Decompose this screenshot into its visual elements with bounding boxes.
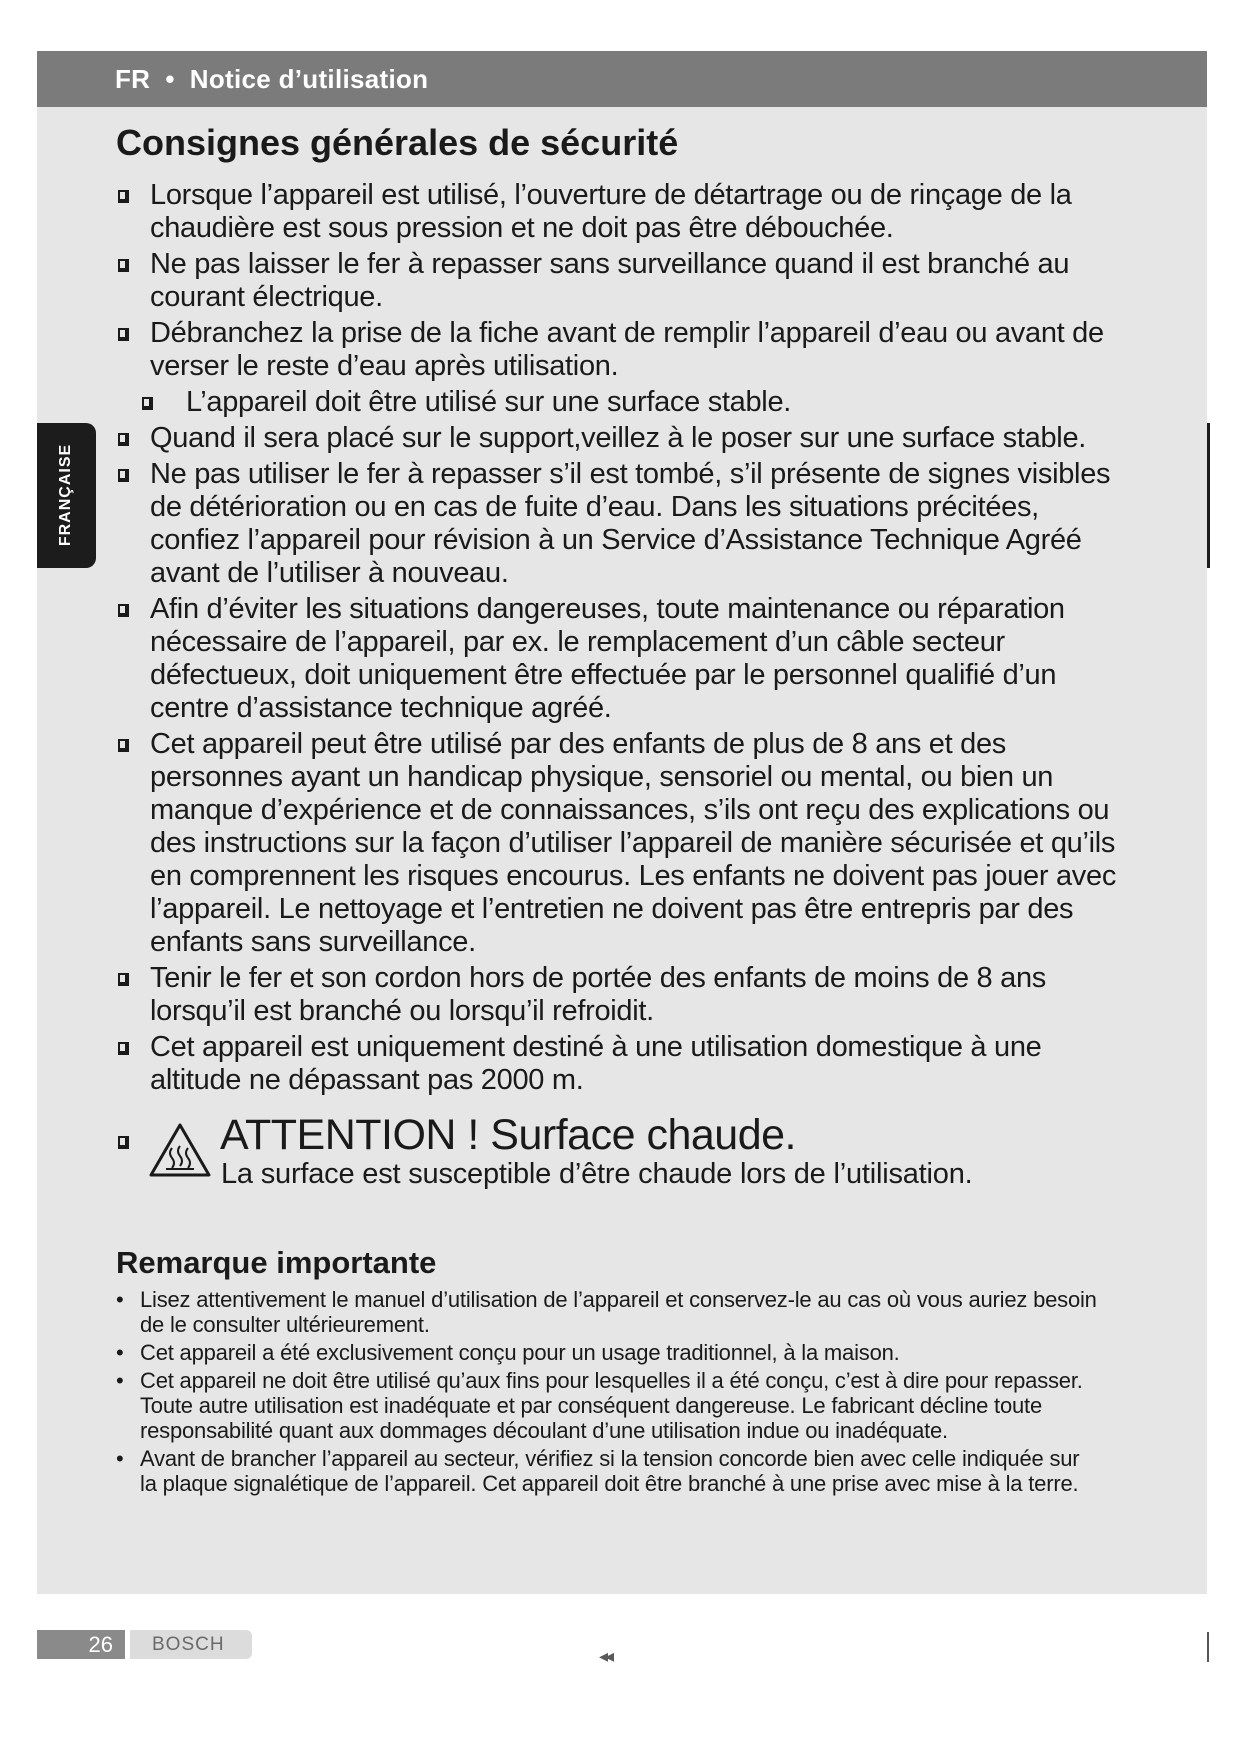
bullet-dot: • bbox=[116, 1446, 124, 1471]
remark-list bbox=[116, 1287, 1101, 1499]
checkbox-bullet-icon bbox=[118, 433, 129, 446]
list-item-text: Tenir le fer et son cordon hors de portée des enfants de moins de 8 ans lorsqu’il est branché ou lorsqu’il refroidit. bbox=[150, 962, 1046, 1027]
list-item-text: Cet appareil a été exclusivement conçu pour un usage traditionnel, à la maison. bbox=[140, 1340, 900, 1365]
hot-surface-warning-icon bbox=[148, 1122, 212, 1178]
attention-title: ATTENTION ! Surface chaude. bbox=[220, 1111, 796, 1159]
bullet-dot: • bbox=[116, 1287, 124, 1312]
bullet-dot: • bbox=[116, 1340, 124, 1365]
list-item-text: Ne pas utiliser le fer à repasser s’il est tombé, s’il présente de signes visibles de détérioration ou en cas de fuite d’eau. Dans les situations précitées, confiez l’appareil pour révision à un Service d’Assistance Technique Agréé avant de l’utiliser à nouveau. bbox=[150, 458, 1111, 589]
section-title-remark: Remarque importante bbox=[116, 1245, 437, 1280]
list-item bbox=[116, 458, 1136, 590]
list-item bbox=[116, 317, 1136, 383]
checkbox-bullet-icon bbox=[118, 1136, 129, 1149]
checkbox-bullet-icon bbox=[118, 739, 129, 752]
attention-block bbox=[116, 1110, 1116, 1190]
checkbox-bullet-icon bbox=[118, 190, 129, 203]
list-item-text: Quand il sera placé sur le support,veillez à le poser sur une surface stable. bbox=[150, 422, 1087, 454]
list-item-text: Lisez attentivement le manuel d’utilisation de l’appareil et conservez-le au cas où vous auriez besoin de le consulter ultérieurement. bbox=[140, 1287, 1097, 1337]
previous-page-arrows-icon[interactable]: ◂◂ bbox=[599, 1646, 612, 1666]
list-item bbox=[116, 1031, 1136, 1097]
right-margin-marker bbox=[1207, 423, 1210, 568]
list-item bbox=[116, 1368, 1101, 1443]
footer-right-marker bbox=[1207, 1632, 1209, 1662]
bullet-dot: • bbox=[116, 1368, 124, 1393]
list-item bbox=[116, 1287, 1101, 1337]
checkbox-bullet-icon bbox=[118, 328, 129, 341]
checkbox-bullet-icon bbox=[118, 259, 129, 272]
list-item-text: Afin d’éviter les situations dangereuses, toute maintenance ou réparation nécessaire de l’appareil, par ex. le remplacement d’un câble secteur défectueux, doit uniquement être effectuée par le personnel qualifié d’un centre d’assistance technique agréé. bbox=[150, 593, 1065, 724]
list-item bbox=[116, 1340, 1101, 1365]
header-separator: • bbox=[165, 64, 175, 94]
list-item-text: Avant de brancher l’appareil au secteur, vérifiez si la tension concorde bien avec celle indiquée sur la plaque signalétique de l’appareil. Cet appareil doit être branché à une prise avec mise à la terre. bbox=[140, 1446, 1080, 1496]
list-item-text: Ne pas laisser le fer à repasser sans surveillance quand il est branché au courant électrique. bbox=[150, 248, 1070, 313]
list-item bbox=[116, 962, 1136, 1028]
list-item bbox=[116, 1446, 1101, 1496]
safety-list bbox=[116, 179, 1136, 1100]
list-item-text: Cet appareil peut être utilisé par des enfants de plus de 8 ans et des personnes ayant un handicap physique, sensoriel ou mental, ou bien un manque d’expérience et de connaissances, s’ils ont reçu des explications ou des instructions sur la façon d’utiliser l’appareil de manière sécurisée et qu’ils en comprennent les risques encourus. Les enfants ne doivent pas jouer avec l’appareil. Le nettoyage et l’entretien ne doivent pas être entrepris par des enfants sans surveillance. bbox=[150, 728, 1117, 958]
list-item-text: Cet appareil ne doit être utilisé qu’aux fins pour lesquelles il a été conçu, c’est à dire pour repasser. Toute autre utilisation est inadéquate et par conséquent dangereuse. Le fabricant décline toute responsabilité quant aux dommages découlant d’une utilisation indue ou inadéquate. bbox=[140, 1368, 1083, 1443]
brand-label: BOSCH bbox=[130, 1630, 252, 1659]
list-item bbox=[116, 386, 1136, 419]
list-item bbox=[116, 179, 1136, 245]
list-item-text: L’appareil doit être utilisé sur une surface stable. bbox=[186, 386, 792, 418]
language-side-tab-label: FRANÇAISE bbox=[57, 443, 74, 547]
attention-text: La surface est susceptible d’être chaude lors de l’utilisation. bbox=[221, 1158, 973, 1190]
header-lang: FR bbox=[115, 64, 151, 94]
page-number: 26 bbox=[37, 1630, 125, 1659]
list-item-text: Débranchez la prise de la fiche avant de remplir l’appareil d’eau ou avant de verser le reste d’eau après utilisation. bbox=[150, 317, 1104, 382]
checkbox-bullet-icon bbox=[118, 604, 129, 617]
checkbox-bullet-icon bbox=[142, 397, 153, 410]
header-title bbox=[115, 64, 428, 95]
section-title-safety: Consignes générales de sécurité bbox=[116, 122, 679, 163]
list-item bbox=[116, 422, 1136, 455]
list-item-text: Cet appareil est uniquement destiné à une utilisation domestique à une altitude ne dépassant pas 2000 m. bbox=[150, 1031, 1042, 1096]
list-item bbox=[116, 728, 1136, 959]
checkbox-bullet-icon bbox=[118, 1042, 129, 1055]
checkbox-bullet-icon bbox=[118, 973, 129, 986]
list-item-text: Lorsque l’appareil est utilisé, l’ouverture de détartrage ou de rinçage de la chaudière est sous pression et ne doit pas être débouchée. bbox=[150, 179, 1072, 244]
list-item bbox=[116, 248, 1136, 314]
list-item bbox=[116, 593, 1136, 725]
checkbox-bullet-icon bbox=[118, 469, 129, 482]
header-doc-title: Notice d’utilisation bbox=[189, 64, 429, 94]
